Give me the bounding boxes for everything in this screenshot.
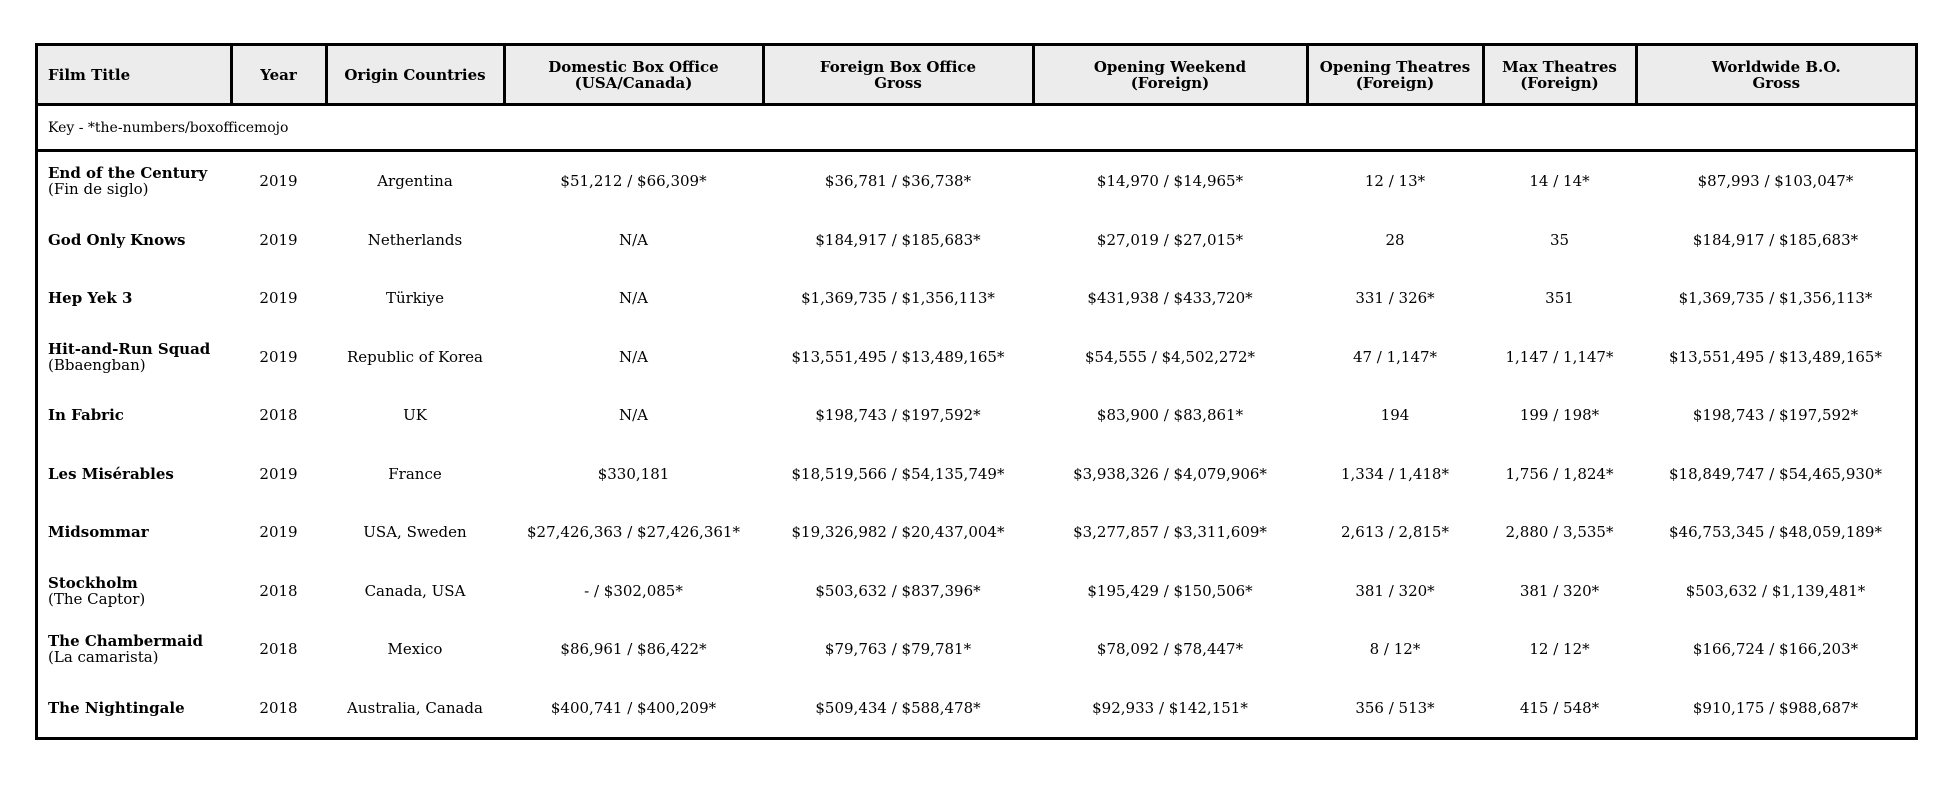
domestic-cell: - / $302,085* — [584, 581, 683, 600]
year-cell: 2019 — [259, 347, 298, 366]
column-header-line1: Film Title — [48, 65, 131, 84]
key-row — [38, 105, 1915, 151]
worldwide-cell: $166,724 / $166,203* — [1692, 640, 1859, 659]
max-theatres-cell: 381 / 320* — [1519, 581, 1600, 600]
year-cell: 2019 — [259, 523, 298, 542]
foreign-cell: $19,326,982 / $20,437,004* — [791, 523, 1005, 542]
max-theatres-cell: 12 / 12* — [1529, 640, 1590, 659]
table-row — [38, 386, 1915, 445]
domestic-cell: N/A — [618, 347, 648, 366]
film-subtitle: (La camarista) — [48, 648, 159, 667]
opening-weekend-cell: $78,092 / $78,447* — [1096, 640, 1244, 659]
column-header-line1: Domestic Box Office — [548, 57, 719, 76]
key-section — [38, 105, 1915, 151]
max-theatres-cell: 35 — [1549, 230, 1570, 249]
worldwide-cell: $46,753,345 / $48,059,189* — [1669, 523, 1882, 542]
year-cell: 2018 — [259, 406, 298, 425]
max-theatres-cell: 1,147 / 1,147* — [1505, 347, 1614, 366]
opening-weekend-cell: $3,277,857 / $3,311,609* — [1073, 523, 1267, 542]
domestic-cell: $27,426,363 / $27,426,361* — [527, 523, 740, 542]
foreign-cell: $36,781 / $36,738* — [824, 172, 972, 191]
column-header-line2: (Foreign) — [1520, 73, 1599, 92]
column-header-max-theatres — [1483, 46, 1636, 105]
column-header-foreign-box-office — [763, 46, 1033, 105]
film-title-cell — [38, 562, 231, 621]
table-body — [38, 151, 1915, 738]
table-header — [38, 46, 1915, 105]
column-header-line2: (Foreign) — [1355, 73, 1435, 92]
film-title-cell — [38, 445, 231, 504]
year-cell: 2019 — [259, 289, 298, 308]
year-cell: 2018 — [259, 698, 298, 717]
origin-cell: Türkiye — [385, 289, 445, 308]
opening-weekend-cell: $195,429 / $150,506* — [1087, 581, 1253, 600]
worldwide-cell: $198,743 / $197,592* — [1692, 406, 1859, 425]
film-title: The Chambermaid — [48, 632, 203, 651]
table-row — [38, 679, 1915, 738]
opening-theatres-cell: 47 / 1,147* — [1352, 347, 1438, 366]
foreign-cell: $13,551,495 / $13,489,165* — [791, 347, 1005, 366]
domestic-cell: $86,961 / $86,422* — [560, 640, 707, 659]
opening-theatres-cell: 331 / 326* — [1355, 289, 1435, 308]
opening-weekend-cell: $54,555 / $4,502,272* — [1084, 347, 1255, 366]
table-row — [38, 269, 1915, 328]
film-title-cell — [38, 328, 231, 387]
opening-weekend-cell: $27,019 / $27,015* — [1096, 230, 1244, 249]
film-subtitle: (The Captor) — [48, 589, 146, 608]
foreign-cell: $18,519,566 / $54,135,749* — [791, 464, 1005, 483]
film-title: Hep Yek 3 — [48, 289, 133, 308]
opening-theatres-cell: 356 / 513* — [1355, 698, 1435, 717]
opening-weekend-cell: $83,900 / $83,861* — [1096, 406, 1244, 425]
header-row — [38, 46, 1915, 105]
film-title: Midsommar — [48, 523, 149, 542]
column-header-line2: (USA/Canada) — [574, 73, 693, 92]
film-title-cell — [38, 386, 231, 445]
film-title-cell — [38, 620, 231, 679]
origin-cell: Australia, Canada — [347, 698, 483, 717]
opening-theatres-cell: 2,613 / 2,815* — [1341, 523, 1449, 542]
table-row — [38, 151, 1915, 211]
column-header-line1: Max Theatres — [1502, 57, 1617, 76]
table-row — [38, 562, 1915, 621]
table-row — [38, 328, 1915, 387]
foreign-cell: $503,632 / $837,396* — [815, 581, 981, 600]
worldwide-cell: $910,175 / $988,687* — [1692, 698, 1859, 717]
table-row — [38, 503, 1915, 562]
domestic-cell: N/A — [618, 230, 648, 249]
column-header-film-title — [38, 46, 231, 105]
max-theatres-cell: 2,880 / 3,535* — [1505, 523, 1614, 542]
domestic-cell: $330,181 — [597, 464, 670, 483]
film-title: Stockholm — [48, 573, 138, 592]
worldwide-cell: $18,849,747 / $54,465,930* — [1669, 464, 1882, 483]
origin-cell: Argentina — [377, 172, 453, 191]
year-cell: 2019 — [259, 230, 298, 249]
column-header-line1: Worldwide B.O. — [1711, 57, 1841, 76]
film-title: Hit-and-Run Squad — [48, 339, 211, 358]
year-cell: 2019 — [259, 172, 298, 191]
column-header-line1: Foreign Box Office — [819, 57, 977, 76]
domestic-cell: $400,741 / $400,209* — [550, 698, 717, 717]
max-theatres-cell: 14 / 14* — [1529, 172, 1590, 191]
foreign-cell: $198,743 / $197,592* — [815, 406, 981, 425]
max-theatres-cell: 351 — [1545, 289, 1574, 308]
film-title: God Only Knows — [48, 230, 186, 249]
foreign-cell: $1,369,735 / $1,356,113* — [801, 289, 995, 308]
max-theatres-cell: 415 / 548* — [1519, 698, 1600, 717]
origin-cell: USA, Sweden — [363, 523, 467, 542]
foreign-cell: $509,434 / $588,478* — [815, 698, 981, 717]
origin-cell: Republic of Korea — [347, 347, 483, 366]
column-header-line2: Gross — [874, 73, 922, 92]
column-header-line1: Year — [260, 65, 297, 84]
film-title: Les Misérables — [48, 464, 174, 483]
opening-theatres-cell: 28 — [1385, 230, 1405, 249]
opening-weekend-cell: $431,938 / $433,720* — [1087, 289, 1253, 308]
domestic-cell: N/A — [618, 406, 648, 425]
column-header-origin-countries — [326, 46, 504, 105]
opening-theatres-cell: 8 / 12* — [1369, 640, 1421, 659]
opening-theatres-cell: 194 — [1380, 406, 1410, 425]
film-title-cell — [38, 151, 231, 211]
column-header-line1: Origin Countries — [344, 65, 486, 84]
column-header-line1: Opening Weekend — [1093, 57, 1247, 76]
column-header-opening-weekend — [1033, 46, 1307, 105]
foreign-cell: $184,917 / $185,683* — [815, 230, 981, 249]
key-note: Key - *the-numbers/boxofficemojo — [38, 105, 1915, 151]
film-title-cell — [38, 211, 231, 270]
opening-weekend-cell: $92,933 / $142,151* — [1092, 698, 1248, 717]
year-cell: 2019 — [259, 464, 298, 483]
worldwide-cell: $87,993 / $103,047* — [1697, 172, 1854, 191]
worldwide-cell: $1,369,735 / $1,356,113* — [1678, 289, 1873, 308]
film-title-cell — [38, 503, 231, 562]
table-row — [38, 620, 1915, 679]
column-header-line2: (Foreign) — [1130, 73, 1210, 92]
film-subtitle: (Fin de siglo) — [48, 180, 149, 199]
column-header-line1: Opening Theatres — [1319, 57, 1471, 76]
origin-cell: Netherlands — [367, 230, 463, 249]
table-row — [38, 445, 1915, 504]
year-cell: 2018 — [259, 640, 298, 659]
box-office-table-frame — [35, 43, 1918, 740]
worldwide-cell: $184,917 / $185,683* — [1692, 230, 1859, 249]
box-office-table — [38, 46, 1915, 737]
opening-weekend-cell: $14,970 / $14,965* — [1096, 172, 1244, 191]
column-header-line2: Gross — [1752, 73, 1801, 92]
column-header-domestic-box-office — [504, 46, 763, 105]
film-title: In Fabric — [48, 406, 124, 425]
max-theatres-cell: 199 / 198* — [1519, 406, 1600, 425]
opening-weekend-cell: $3,938,326 / $4,079,906* — [1073, 464, 1267, 483]
year-cell: 2018 — [259, 581, 298, 600]
max-theatres-cell: 1,756 / 1,824* — [1505, 464, 1614, 483]
column-header-worldwide-gross — [1636, 46, 1915, 105]
film-title-cell — [38, 269, 231, 328]
opening-theatres-cell: 381 / 320* — [1355, 581, 1435, 600]
film-title: The Nightingale — [48, 698, 185, 717]
opening-theatres-cell: 1,334 / 1,418* — [1341, 464, 1449, 483]
origin-cell: Mexico — [387, 640, 443, 659]
column-header-opening-theatres — [1307, 46, 1483, 105]
origin-cell: France — [388, 464, 442, 483]
origin-cell: Canada, USA — [364, 581, 466, 600]
film-title: End of the Century — [48, 164, 208, 183]
origin-cell: UK — [403, 406, 427, 425]
worldwide-cell: $503,632 / $1,139,481* — [1685, 581, 1866, 600]
foreign-cell: $79,763 / $79,781* — [824, 640, 972, 659]
domestic-cell: N/A — [618, 289, 648, 308]
opening-theatres-cell: 12 / 13* — [1364, 172, 1426, 191]
table-row — [38, 211, 1915, 270]
film-subtitle: (Bbaengban) — [48, 355, 146, 374]
domestic-cell: $51,212 / $66,309* — [560, 172, 707, 191]
worldwide-cell: $13,551,495 / $13,489,165* — [1669, 347, 1882, 366]
film-title-cell — [38, 679, 231, 738]
column-header-year — [231, 46, 326, 105]
